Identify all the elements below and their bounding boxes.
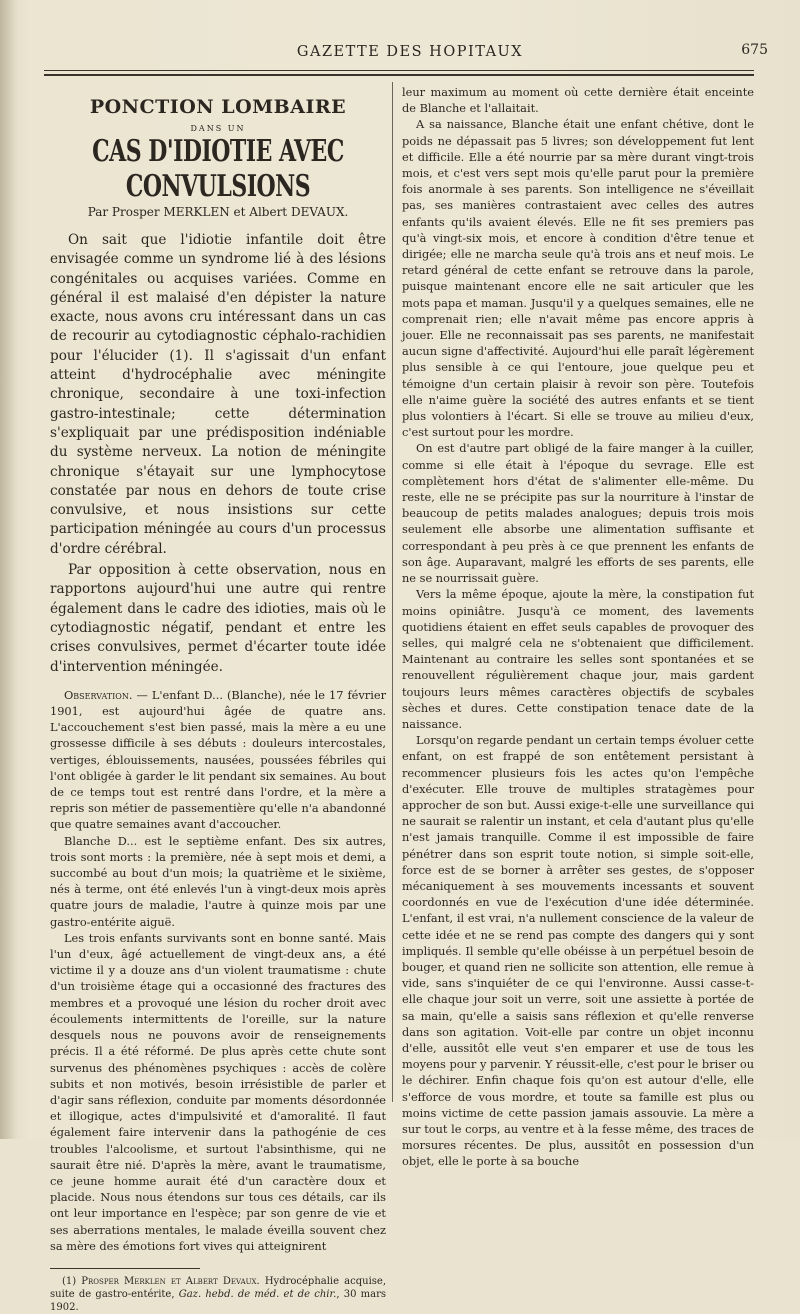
body-paragraph: Vers la même époque, ajoute la mère, la constipation fut moins opiniâtre. Jusqu'à ce moment, des lavements quotidiens étaient en effet seuls capables de provoquer des selles, qui malgré cela ne s'obtenaient que difficilement. Maintenant au contraire les selles sont spontanées et se renouvellent régulièrement chaque jour, mais gardent toujours leurs mêmes caractères objectifs de scybales sèches et dures. Cette constipation tenace date de la naissance. xyxy=(402,587,754,731)
footnote-marker: (1) xyxy=(62,1275,82,1287)
article-subtitle: CAS D'IDIOTIE AVEC CONVULSIONS xyxy=(92,133,344,205)
continued-paragraph: leur maximum au moment où cette dernière était enceinte de Blanche et l'allaitait. xyxy=(402,85,754,116)
article-intro xyxy=(50,231,386,677)
page-header xyxy=(60,42,768,66)
observation-section xyxy=(50,687,386,1254)
footnote-text: Hydrocéphalie acquise, suite de gastro-entérite, xyxy=(50,1275,386,1300)
column-divider xyxy=(392,82,393,1102)
body-paragraph: Les trois enfants survivants sont en bonne santé. Mais l'un d'eux, âgé actuellement de vingt-deux ans, a été victime il y a douze ans d'un violent traumatisme : chute d'un troisième étage qui a occasionné des fractures des membres et a provoqué une lésion du rocher droit avec écoulements intermittents de l'oreille, sur la nature desquels nous ne pouvons avoir de renseignements précis. Il a été réformé. De plus après cette chute sont survenus des phénomènes psychiques : accès de colère subits et non motivés, besoin irrésistible de parler et d'agir sans réflexion, conduite par moments désordonnée et illogique, actes d'impulsivité et d'amoralité. Il faut également faire intervenir dans la pathogénie de ces troubles l'alcoolisme, et surtout l'absinthisme, qui ne saurait être nié. D'après la mère, avant le traumatisme, ce jeune homme aurait été d'un caractère doux et placide. Nous nous étendons sur tous ces détails, car ils ont leur importance en l'espèce; par son genre de vie et ses aberrations mentales, le malade éveilla souvent chez sa mère des émotions fort vives qui atteignirent xyxy=(50,930,386,1253)
journal-title: GAZETTE DES HOPITAUX xyxy=(296,44,524,60)
footnote-end: , 30 mars 1902. xyxy=(50,1288,386,1313)
left-column xyxy=(50,90,386,1314)
header-rule-thick xyxy=(44,74,754,76)
article-byline: Par Prosper MERKLEN et Albert DEVAUX. xyxy=(87,205,349,219)
footnote-rule xyxy=(50,1268,200,1269)
header-rule-thin xyxy=(44,70,754,71)
observation-paragraph xyxy=(50,687,386,833)
body-paragraph: Lorsqu'on regarde pendant un certain temps évoluer cette enfant, on est frappé de son entêtement persistant à recommencer plusieurs fois les actes qu'on l'empêche d'exécuter. Elle trouve de multiples stratagèmes pour approcher de son but. Aussi exige-t-elle une surveillance qui ne saurait se ralentir un instant, et cela d'autant plus qu'elle n'est jamais tranquille. Comme il est impossible de faire pénétrer dans son esprit toute notion, si simple soit-elle, force est de se borner à arrêter ses gestes, de s'opposer mécaniquement à ses mouvements incessants et souvent coordonnés en vue de l'exécution d'une idée déterminée. L'enfant, il est vrai, n'a nullement conscience de la valeur de cette idée et ne se rend pas compte des dangers qui y sont impliqués. Il semble qu'elle obéisse à un perpétuel besoin de bouger, et quand rien ne sollicite son attention, elle remue à vide, sans s'inquiéter de ce qui l'environne. Aussi casse-t-elle chaque jour soit un verre, soit une assiette à portée de sa main, qu'elle a saisis sans réflexion et qu'elle renverse dans son agitation. Voit-elle par contre un objet inconnu d'elle, aussitôt elle veut s'en emparer et use de tous les moyens pour y parvenir. Y réussit-elle, c'est pour le briser ou le déchirer. Enfin chaque fois qu'on est autour d'elle, elle s'efforce de vous mordre, et toute sa famille est plus ou moins victime de cette passion jamais assouvie. La mère a sur tout le corps, au ventre et à la fesse même, des traces de morsures récentes. De plus, aussitôt en possession d'un objet, elle le porte à sa bouche xyxy=(402,733,754,1169)
intro-paragraph: On sait que l'idiotie infantile doit être envisagée comme un syndrome lié à des lésions congénitales ou acquises variées. Comme en général il est malaisé d'en dépister la nature exacte, nous avons cru intéressant dans un cas de recourir au cytodiagnostic céphalo-rachidien pour l'élucider (1). Il s'agissait d'un enfant atteint d'hydrocéphalie avec méningite chronique, secondaire à une toxi-infection gastro-intestinale; cette détermination s'expliquait par une prédisposition indéniable du système nerveux. La notion de méningite chronique s'étayait sur une lymphocytose constatée par nous en dehors de toute crise convulsive, et nous insistions sur cette participation méningée au cours d'un processus d'ordre cérébral. xyxy=(50,232,386,557)
footnote-journal: Gaz. hebd. de méd. et de chir. xyxy=(178,1288,337,1300)
body-paragraph: A sa naissance, Blanche était une enfant chétive, dont le poids ne dépassait pas 5 livres; son développement fut lent et difficile. Elle a été nourrie par sa mère durant vingt-trois mois, et c'est vers sept mois qu'elle parut pour la première fois anormale à ses parents. Son intelligence ne s'éveillait pas, ses manières contrastaient avec celles des autres enfants qu'ils avaient élevés. Elle ne fit ses premiers pas qu'à vingt-six mois, et encore à condition d'être tenue et dirigée; elle ne marcha seule qu'à trois ans et neuf mois. Le retard général de cette enfant se retrouve dans la parole, puisque maintenant encore elle ne sait articuler que les mots papa et maman. Jusqu'il y a quelques semaines, elle ne comprenait rien; elle n'avait même pas encore appris à jouer. Elle ne reconnaissait pas ses parents, ne manifestait aucun signe d'affectivité. Aujourd'hui elle paraît légèrement plus sensible à ce qui l'entoure, joue quelque peu et témoigne d'un certain plaisir à revoir son père. Toutefois elle n'aime guère la société des autres enfants et se tient plus volontiers à l'écart. Si elle se trouve au milieu d'eux, c'est surtout pour les mordre. xyxy=(402,117,754,440)
article-title-connector: DANS UN xyxy=(190,124,246,133)
footnote xyxy=(50,1275,386,1314)
right-column xyxy=(402,84,754,1170)
page-edge-shadow xyxy=(0,0,18,1139)
page-number: 675 xyxy=(741,42,768,58)
observation-text: — L'enfant D... (Blanche), née le 17 février 1901, est aujourd'hui âgée de quatre ans. L'accouchement s'est bien passé, mais la mère a eu une grossesse difficile à ses débuts : douleurs intercostales, vertiges, éblouissements, nausées, poussées fébriles qui l'ont obligée à garder le lit pendant six semaines. Au bout de ce temps tout est rentré dans l'ordre, et la mère a repris son métier de passementière qu'elle n'a abandonné que quatre semaines avant d'accoucher. xyxy=(50,687,386,832)
body-paragraph: On est d'autre part obligé de la faire manger à la cuiller, comme si elle était à l'époque du sevrage. Elle est complètement hors d'état de s'alimenter elle-même. Du reste, elle ne se précipite pas sur la nourriture à l'instar de beaucoup de petits malades analogues; depuis trois mois seulement elle absorbe une alimentation suffisante et correspondant à peu près à ce que prennent les enfants de son âge. Auparavant, malgré les efforts de ses parents, elle ne se nourrissait guère. xyxy=(402,441,754,586)
observation-label: Observation. xyxy=(64,687,133,702)
intro-paragraph: Par opposition à cette observation, nous en rapportons aujourd'hui une autre qui rentre également dans le cadre des idioties, mais où le cytodiagnostic négatif, pendant et entre les crises convulsives, permet d'écarter toute idée d'intervention méningée. xyxy=(50,562,386,675)
article-title: PONCTION LOMBAIRE xyxy=(89,96,347,118)
footnote-authors: Prosper Merklen et Albert Devaux. xyxy=(81,1275,260,1287)
body-paragraph: Blanche D... est le septième enfant. Des six autres, trois sont morts : la première, née à sept mois et demi, a succombé au bout d'un mois; la quatrième et le sixième, nés à terme, ont été enlevés l'un à vingt-deux mois après quatre jours de maladie, l'autre à quinze mois par une gastro-entérite aiguë. xyxy=(50,833,386,929)
